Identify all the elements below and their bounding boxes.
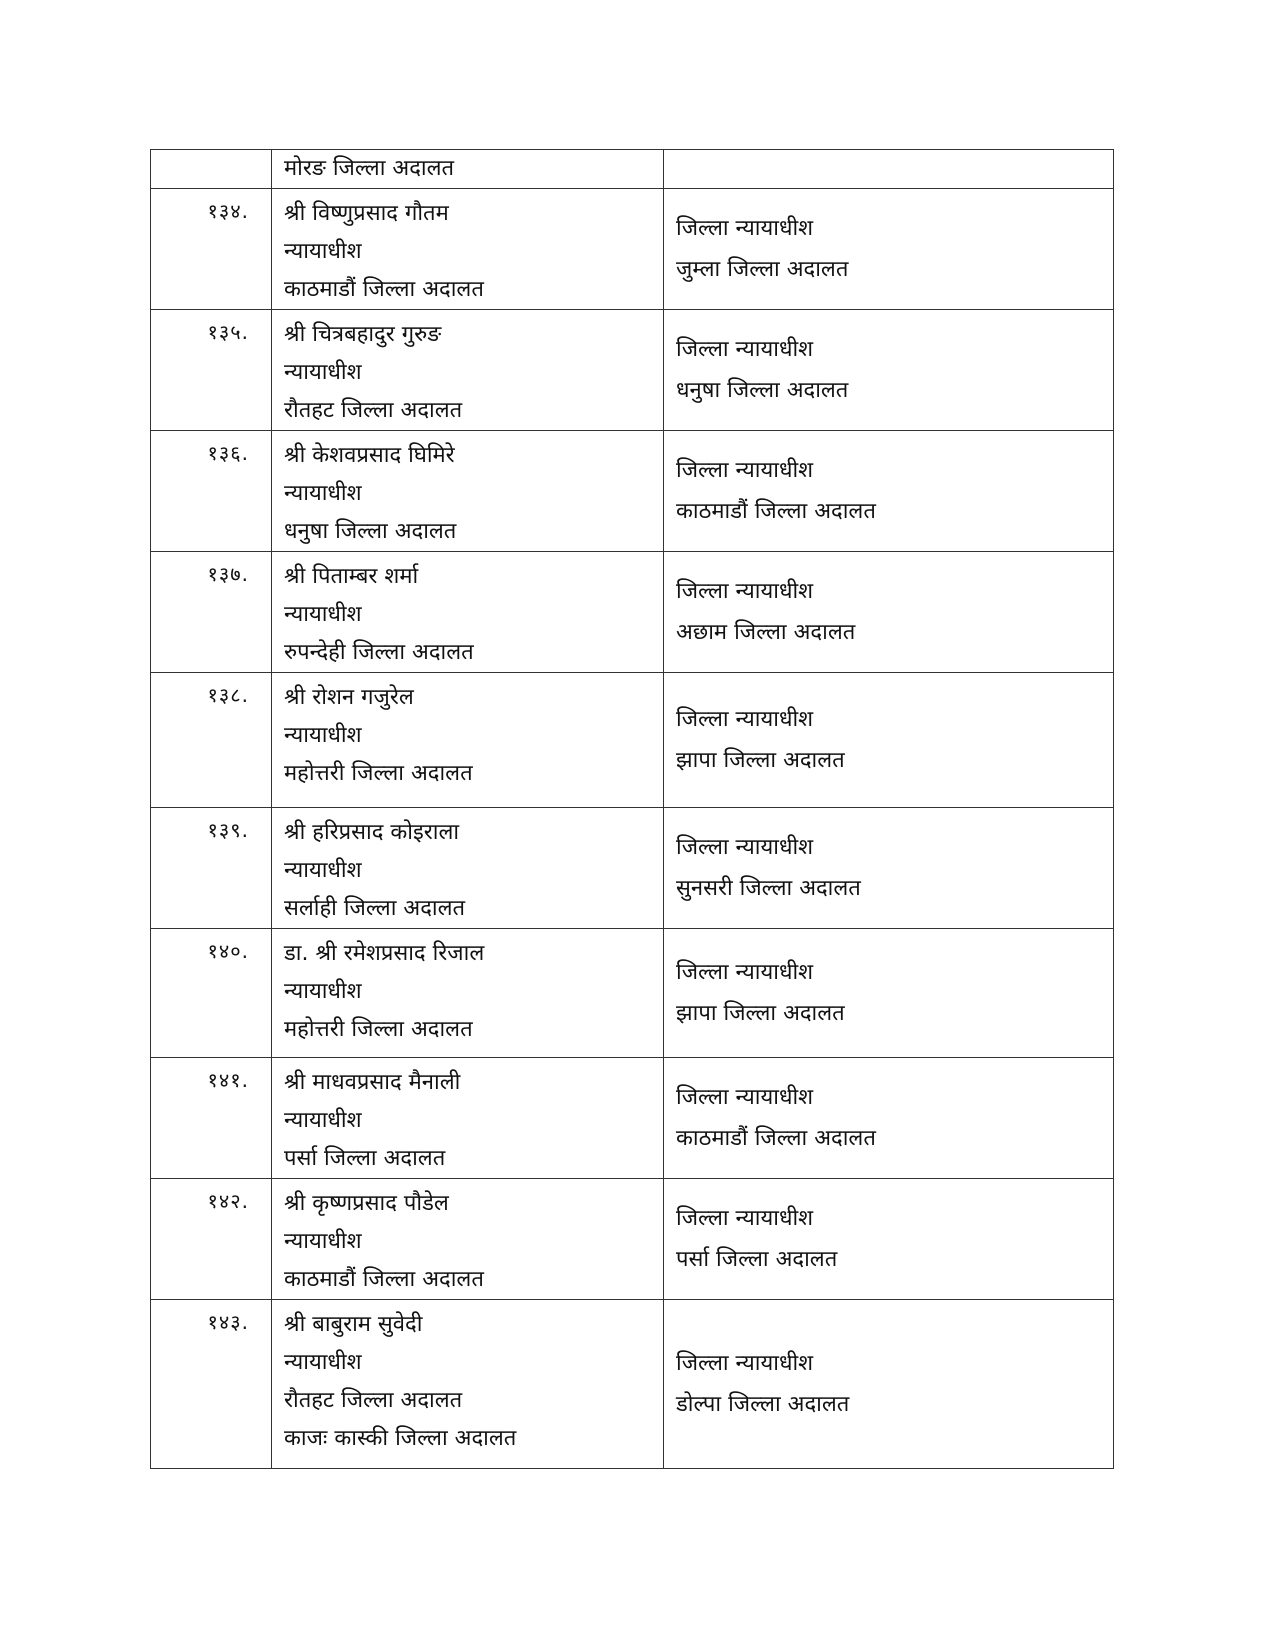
new-position-line: जिल्ला न्यायाधीश [676, 1351, 814, 1376]
current-position-line: श्री हरिप्रसाद कोइराला [284, 820, 460, 845]
current-position-line: न्यायाधीश [284, 481, 362, 506]
current-position-cell [272, 310, 664, 431]
serial-number: १४१. [151, 1058, 272, 1179]
current-position-cell [272, 929, 664, 1058]
serial-number: १३७. [151, 552, 272, 673]
current-position-line: मोरङ जिल्ला अदालत [284, 156, 455, 181]
current-position-line: न्यायाधीश [284, 979, 362, 1004]
new-position-line: जुम्ला जिल्ला अदालत [676, 257, 849, 282]
transfer-table [150, 149, 1114, 1469]
current-position-cell [272, 552, 664, 673]
current-position-line: न्यायाधीश [284, 1229, 362, 1254]
table-row [151, 310, 1114, 431]
current-position-line: श्री केशवप्रसाद घिमिरे [284, 443, 455, 468]
current-position-line: काजः कास्की जिल्ला अदालत [284, 1426, 517, 1451]
current-position-cell [272, 150, 664, 189]
new-position-line: डोल्पा जिल्ला अदालत [676, 1392, 850, 1417]
table-row [151, 1058, 1114, 1179]
current-position-line: न्यायाधीश [284, 858, 362, 883]
new-position-line: जिल्ला न्यायाधीश [676, 216, 814, 241]
current-position-line: सर्लाही जिल्ला अदालत [284, 896, 466, 921]
current-position-line: श्री माधवप्रसाद मैनाली [284, 1070, 461, 1095]
table-row [151, 1300, 1114, 1469]
current-position-line: रौतहट जिल्ला अदालत [284, 1388, 463, 1413]
current-position-line: रौतहट जिल्ला अदालत [284, 398, 463, 423]
current-position-cell [272, 189, 664, 310]
current-position-line: धनुषा जिल्ला अदालत [284, 519, 457, 544]
current-position-line: डा. श्री रमेशप्रसाद रिजाल [284, 941, 485, 966]
current-position-line: श्री चित्रबहादुर गुरुङ [284, 322, 442, 347]
serial-number: १४०. [151, 929, 272, 1058]
new-position-line: झापा जिल्ला अदालत [676, 1001, 845, 1026]
new-position-line: सुनसरी जिल्ला अदालत [676, 876, 861, 901]
table-row [151, 150, 1114, 189]
new-position-line: जिल्ला न्यायाधीश [676, 707, 814, 732]
table-row [151, 808, 1114, 929]
current-position-line: न्यायाधीश [284, 602, 362, 627]
current-position-line: काठमाडौं जिल्ला अदालत [284, 1267, 484, 1292]
current-position-cell [272, 673, 664, 808]
new-position-line: जिल्ला न्यायाधीश [676, 1085, 814, 1110]
new-position-cell [664, 189, 1114, 310]
new-position-line: धनुषा जिल्ला अदालत [676, 378, 849, 403]
serial-number: १३६. [151, 431, 272, 552]
current-position-line: श्री रोशन गजुरेल [284, 685, 414, 710]
current-position-cell [272, 1179, 664, 1300]
current-position-line: महोत्तरी जिल्ला अदालत [284, 1017, 473, 1042]
new-position-cell [664, 1300, 1114, 1469]
serial-number: १३४. [151, 189, 272, 310]
current-position-cell [272, 431, 664, 552]
current-position-line: न्यायाधीश [284, 723, 362, 748]
new-position-cell [664, 310, 1114, 431]
current-position-line: श्री बाबुराम सुवेदी [284, 1312, 423, 1337]
table-row [151, 552, 1114, 673]
current-position-line: महोत्तरी जिल्ला अदालत [284, 761, 473, 786]
new-position-line: काठमाडौं जिल्ला अदालत [676, 1126, 876, 1151]
table-row [151, 431, 1114, 552]
table-row [151, 1179, 1114, 1300]
new-position-cell [664, 150, 1114, 189]
serial-number: १३८. [151, 673, 272, 808]
table-row [151, 189, 1114, 310]
current-position-cell [272, 1300, 664, 1469]
serial-number: १३९. [151, 808, 272, 929]
transfer-table-container [150, 149, 1114, 1469]
transfer-table-body [151, 150, 1114, 1469]
current-position-line: न्यायाधीश [284, 1108, 362, 1133]
current-position-line: न्यायाधीश [284, 360, 362, 385]
new-position-line: जिल्ला न्यायाधीश [676, 835, 814, 860]
new-position-line: जिल्ला न्यायाधीश [676, 1206, 814, 1231]
current-position-line: न्यायाधीश [284, 1350, 362, 1375]
current-position-line: न्यायाधीश [284, 239, 362, 264]
new-position-line: अछाम जिल्ला अदालत [676, 620, 856, 645]
table-row [151, 673, 1114, 808]
new-position-line: जिल्ला न्यायाधीश [676, 579, 814, 604]
new-position-line: जिल्ला न्यायाधीश [676, 960, 814, 985]
new-position-cell [664, 808, 1114, 929]
new-position-cell [664, 1179, 1114, 1300]
new-position-cell [664, 431, 1114, 552]
new-position-cell [664, 1058, 1114, 1179]
current-position-line: श्री कृष्णप्रसाद पौडेल [284, 1191, 449, 1216]
new-position-line: जिल्ला न्यायाधीश [676, 337, 814, 362]
current-position-line: काठमाडौं जिल्ला अदालत [284, 277, 484, 302]
serial-number: १३५. [151, 310, 272, 431]
current-position-cell [272, 1058, 664, 1179]
new-position-line: पर्सा जिल्ला अदालत [676, 1247, 838, 1272]
current-position-cell [272, 808, 664, 929]
new-position-cell [664, 929, 1114, 1058]
current-position-line: श्री विष्णुप्रसाद गौतम [284, 201, 449, 226]
new-position-cell [664, 673, 1114, 808]
current-position-line: श्री पिताम्बर शर्मा [284, 564, 419, 589]
serial-number: १४२. [151, 1179, 272, 1300]
new-position-cell [664, 552, 1114, 673]
table-row [151, 929, 1114, 1058]
current-position-line: पर्सा जिल्ला अदालत [284, 1146, 446, 1171]
current-position-line: रुपन्देही जिल्ला अदालत [284, 640, 474, 665]
new-position-line: झापा जिल्ला अदालत [676, 748, 845, 773]
serial-number [151, 150, 272, 189]
new-position-line: काठमाडौं जिल्ला अदालत [676, 499, 876, 524]
new-position-line: जिल्ला न्यायाधीश [676, 458, 814, 483]
serial-number: १४३. [151, 1300, 272, 1469]
